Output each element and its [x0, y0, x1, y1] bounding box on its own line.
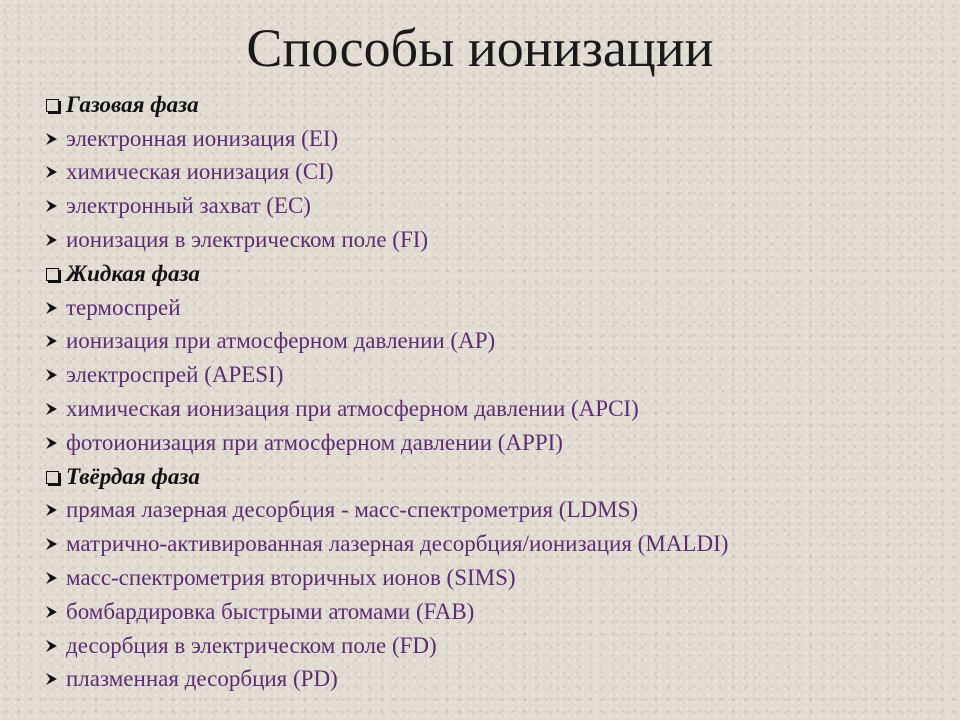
list-item — [44, 189, 944, 223]
list-item — [44, 358, 944, 392]
section-heading-gas — [44, 88, 944, 122]
arrowhead-bullet-icon — [44, 132, 66, 146]
list-item — [44, 325, 944, 359]
list-item-label: электронный захват (EC) — [66, 193, 311, 219]
list-item — [44, 426, 944, 460]
arrowhead-bullet-icon — [44, 368, 66, 382]
section-heading-liquid — [44, 257, 944, 291]
arrowhead-bullet-icon — [44, 301, 66, 315]
checkbox-square-icon — [44, 266, 66, 281]
list-item — [44, 392, 944, 426]
arrowhead-bullet-icon — [44, 571, 66, 585]
list-item-label: ионизация при атмосферном давлении (AP) — [66, 328, 496, 354]
list-item — [44, 223, 944, 257]
list-item-label: электроспрей (APESI) — [66, 362, 284, 388]
arrowhead-bullet-icon — [44, 402, 66, 416]
list-item-label: бомбардировка быстрыми атомами (FAB) — [66, 598, 475, 624]
arrowhead-bullet-icon — [44, 605, 66, 619]
list-item-label: плазменная десорбция (PD) — [66, 666, 338, 692]
list-item-label: термоспрей — [66, 294, 181, 320]
section-heading-label: Газовая фаза — [66, 91, 199, 117]
list-item — [44, 663, 944, 697]
list-item-label: десорбция в электрическом поле (FD) — [66, 632, 437, 658]
list-item — [44, 595, 944, 629]
list-item-label: фотоионизация при атмосферном давлении (APPI) — [66, 429, 563, 455]
ionization-methods-list — [44, 88, 944, 696]
list-item — [44, 494, 944, 528]
list-item-label: химическая ионизация (CI) — [66, 159, 334, 185]
list-item — [44, 156, 944, 190]
arrowhead-bullet-icon — [44, 639, 66, 653]
list-item — [44, 291, 944, 325]
list-item-label: ионизация в электрическом поле (FI) — [66, 227, 429, 253]
slide-title: Способы ионизации — [246, 18, 714, 78]
arrowhead-bullet-icon — [44, 537, 66, 551]
list-item — [44, 122, 944, 156]
list-item — [44, 629, 944, 663]
arrowhead-bullet-icon — [44, 334, 66, 348]
list-item-label: масс-спектрометрия вторичных ионов (SIMS) — [66, 565, 516, 591]
list-item — [44, 561, 944, 595]
arrowhead-bullet-icon — [44, 503, 66, 517]
list-item — [44, 527, 944, 561]
arrowhead-bullet-icon — [44, 165, 66, 179]
list-item-label: электронная ионизация (EI) — [66, 125, 339, 151]
section-heading-solid — [44, 460, 944, 494]
arrowhead-bullet-icon — [44, 436, 66, 450]
checkbox-square-icon — [44, 469, 66, 484]
checkbox-square-icon — [44, 97, 66, 112]
list-item-label: химическая ионизация при атмосферном давлении (APCI) — [66, 396, 639, 422]
list-item-label: прямая лазерная десорбция - масс-спектрометрия (LDMS) — [66, 497, 639, 523]
arrowhead-bullet-icon — [44, 233, 66, 247]
section-heading-label: Жидкая фаза — [66, 260, 200, 286]
arrowhead-bullet-icon — [44, 199, 66, 213]
arrowhead-bullet-icon — [44, 672, 66, 686]
list-item-label: матрично-активированная лазерная десорбция/ионизация (MALDI) — [66, 531, 729, 557]
section-heading-label: Твёрдая фаза — [66, 463, 200, 489]
